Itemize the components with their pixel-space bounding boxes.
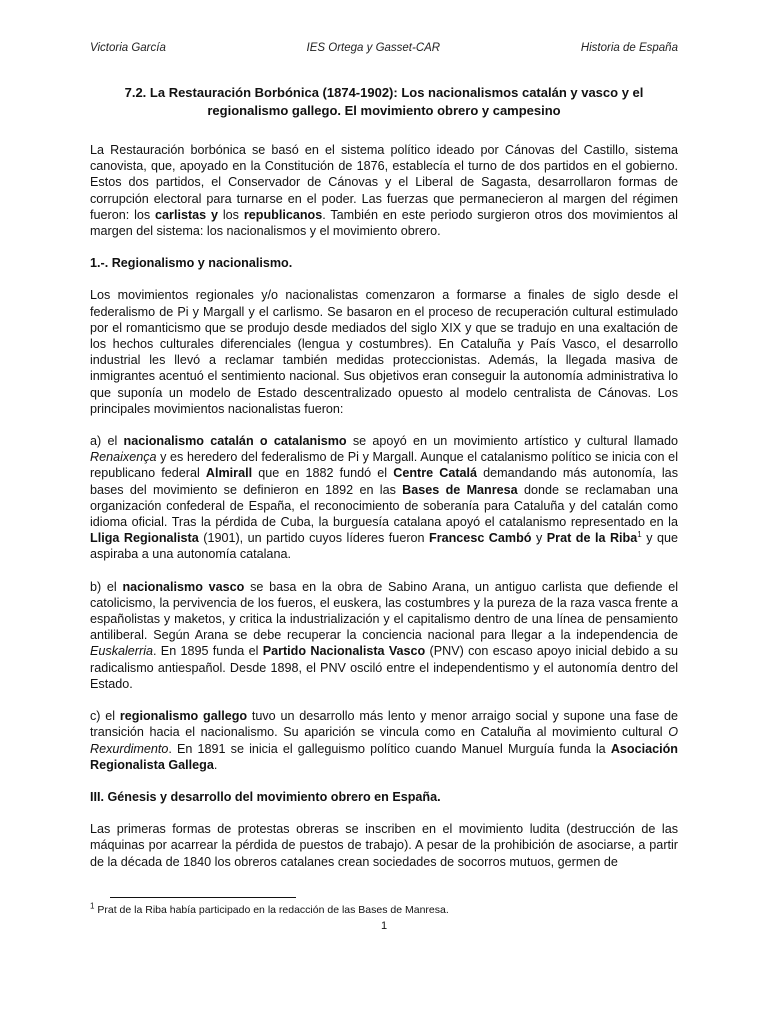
- page-number: 1: [380, 920, 388, 932]
- galician-text-3: . En 1891 se inicia el galleguismo político cuando Manuel Murguía funda la: [168, 741, 611, 756]
- catalan-text-6: donde se reclamaban una organización confederal de España, el reconocimiento de soberanía para Cataluña y del catalán como idioma oficial. Tras la pérdida de Cuba, la burguesía catalana apoyó el catalanismo representado en la: [90, 482, 678, 530]
- intro-paragraph: [90, 142, 678, 239]
- catalan-bold-almirall: Almirall: [205, 466, 253, 481]
- document-title: 7.2. La Restauración Borbónica (1874-1902): Los nacionalismos catalán y vasco y el regionalismo gallego. El movimiento obrero y campesino: [124, 85, 644, 118]
- galician-italic-rexurdimento: O Rexurdimento: [90, 725, 678, 756]
- intro-text-1: La Restauración borbónica se basó en el sistema político ideado por Cánovas del Castillo, sistema canovista, que, apoyado en la Constitución de 1876, establecía el turno de dos partidos en el gobierno. Estos dos partidos, el Conservador de Cánovas y el Liberal de Sagasta, desarrollaron formas de corrupción electoral para turnarse en el poder. Las fuerzas que permanecieron al margen del régimen fueron: los: [90, 143, 678, 222]
- galician-text-4: .: [213, 757, 218, 772]
- galician-text-1: c) el: [90, 709, 120, 724]
- catalan-text-3: y es heredero del federalismo de Pi y Margall. Aunque el catalanismo político se inicia con el republicano federal: [90, 450, 678, 481]
- catalan-text-2: se apoyó en un movimiento artístico y cultural llamado: [346, 434, 678, 449]
- intro-text-3: . También en este periodo surgieron otros dos movimientos al margen del sistema: los nacionalismos y el movimiento obrero.: [90, 207, 678, 239]
- intro-bold-carlistas: carlistas y: [155, 207, 219, 222]
- catalan-text-5: demandando más autonomía, las bases del movimiento se definieron en 1892 en las: [90, 466, 678, 497]
- galician-bold-1: regionalismo gallego: [119, 709, 248, 724]
- catalan-bold-prat: Prat de la Riba: [546, 531, 638, 546]
- basque-bold-1: nacionalismo vasco: [122, 579, 245, 594]
- section-1-paragraph: Los movimientos regionales y/o nacionalistas comenzaron a formarse a finales de siglo desde el federalismo de Pi y Margall y el carlismo. Se basaron en el proceso de recuperación cultural estimulado por el romanticismo que se produjo desde mediados del siglo XIX y que se tradujo en una exaltación de los hechos culturales diferenciales (lengua y costumbres). En Cataluña y País Vasco, el desarrollo industrial les llevó a reclamar también medidas proteccionistas. Además, la llegada masiva de inmigrantes acentuó el sentimiento nacional. Sus objetivos eran conseguir la autonomía administrativa lo que suponía un modelo de Estado descentralizado opuesto al modelo centralista de Cánovas. Los principales movimientos nacionalistas fueron:: [90, 288, 678, 416]
- catalan-bold-lliga: Lliga Regionalista: [90, 531, 199, 546]
- catalan-paragraph: [90, 433, 678, 563]
- basque-italic-euskalerria: Euskalerria: [90, 644, 153, 659]
- footnote-mark: 1: [90, 901, 95, 911]
- intro-text-2: los: [218, 207, 244, 222]
- page-header: [90, 42, 678, 54]
- basque-text-3: . En 1895 funda el: [153, 644, 263, 659]
- footnote: [90, 901, 678, 916]
- header-author: Victoria García: [90, 42, 166, 54]
- footnote-divider: [110, 897, 296, 898]
- basque-bold-pnv: Partido Nacionalista Vasco: [262, 644, 426, 659]
- section-1-heading: 1.-. Regionalismo y nacionalismo.: [90, 256, 293, 271]
- basque-text-1: b) el: [90, 579, 123, 594]
- footnote-text: Prat de la Riba había participado en la redacción de las Bases de Manresa.: [94, 904, 449, 916]
- document-body: [90, 84, 678, 886]
- section-3-heading: III. Génesis y desarrollo del movimiento obrero en España.: [90, 789, 441, 804]
- galician-text-2: tuvo un desarrollo más lento y menor arraigo social y supone una fase de transición hacia el nacionalismo. Su aparición se vincula como en Cataluña al movimiento cultural: [90, 709, 679, 740]
- catalan-bold-centre: Centre Catalá: [393, 466, 478, 481]
- catalan-text-7: (1901), un partido cuyos líderes fueron: [198, 531, 430, 546]
- basque-text-4: (PNV) con escaso apoyo inicial debido a su radicalismo antiespañol. Desde 1898, el PNV osciló entre el independentismo y el autonomía dentro del Estado.: [90, 644, 679, 691]
- galician-bold-asociacion: Asociación Regionalista Gallega: [90, 741, 678, 772]
- basque-paragraph: [90, 579, 678, 692]
- header-subject: Historia de España: [580, 42, 678, 54]
- galician-paragraph: [90, 708, 678, 773]
- catalan-italic-renaixenca: Renaixença: [90, 450, 157, 465]
- catalan-bold-bases: Bases de Manresa: [402, 482, 518, 497]
- catalan-text-4: que en 1882 fundó el: [252, 466, 394, 481]
- basque-text-2: se basa en la obra de Sabino Arana, un antiguo carlista que defiende el catolicismo, la pervivencia de los fueros, el euskera, las costumbres y la pureza de la raza vasca frente a españolistas y maketos, y critica la industrialización y el capitalismo dentro de una línea de pensamiento antiliberal. Según Arana se debe recuperar la conciencia nacional para llegar a la independencia de: [90, 579, 678, 643]
- intro-bold-republicanos: republicanos: [243, 207, 323, 222]
- footnote-reference[interactable]: 1: [637, 530, 642, 540]
- catalan-text-1: a) el: [90, 434, 124, 449]
- section-3-paragraph: Las primeras formas de protestas obreras se inscriben en el movimiento ludita (destrucción de las máquinas por acarrear la pérdida de puestos de trabajo). A pesar de la prohibición de asociarse, a partir de la década de 1840 los obreros catalanes crean sociedades de socorros mutuos, germen de: [90, 822, 678, 869]
- catalan-text-8: y: [531, 531, 547, 546]
- header-school: IES Ortega y Gasset-CAR: [306, 42, 441, 54]
- catalan-bold-1: nacionalismo catalán o catalanismo: [123, 434, 347, 449]
- catalan-text-9: y que aspiraba a una autonomía catalana.: [90, 531, 678, 562]
- catalan-bold-cambo: Francesc Cambó: [429, 531, 532, 546]
